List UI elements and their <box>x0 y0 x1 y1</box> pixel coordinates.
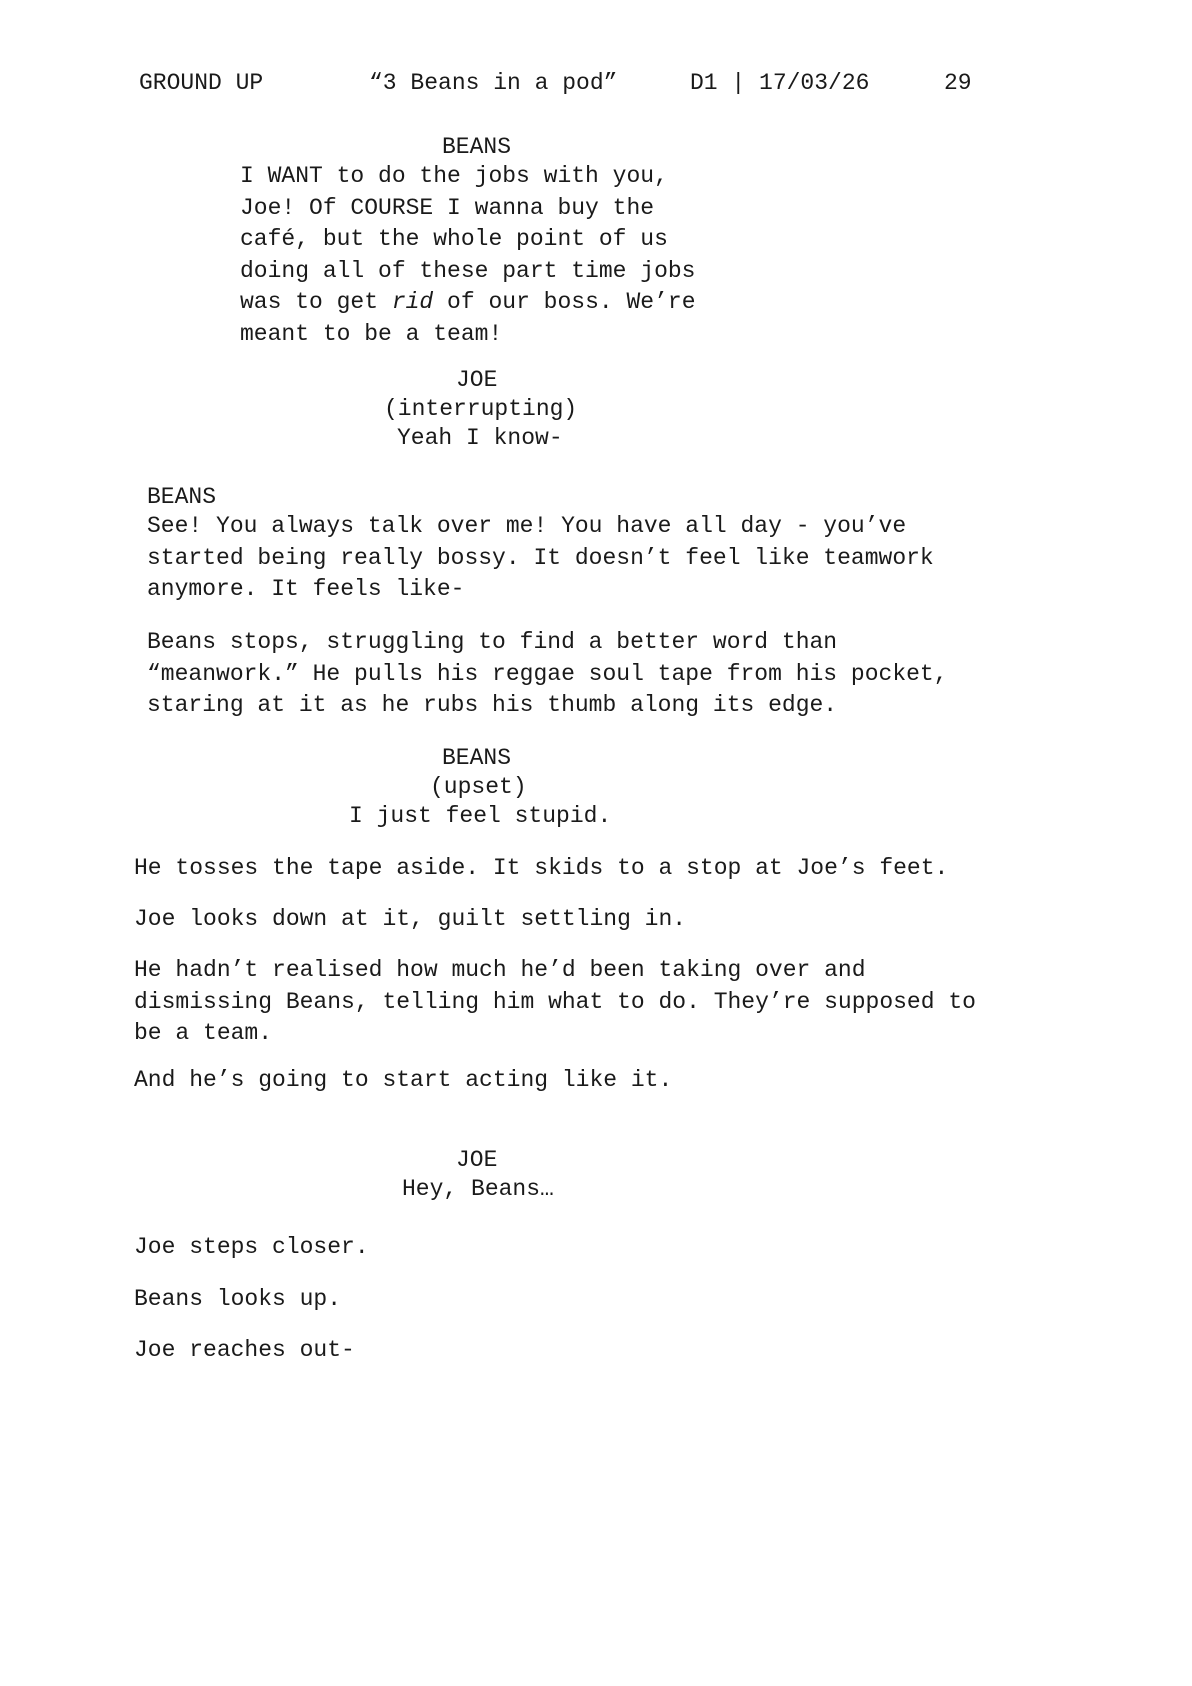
action: Beans looks up. <box>134 1286 342 1312</box>
dialogue-line <box>240 287 696 319</box>
dialogue-line: started being really bossy. It doesn’t feel like teamwork <box>147 544 934 571</box>
page-number: 29 <box>944 70 972 96</box>
dialogue <box>147 511 934 606</box>
page-header <box>0 68 1192 100</box>
show-title: GROUND UP <box>139 70 264 96</box>
action-line: dismissing Beans, telling him what to do. They’re supposed to <box>134 988 976 1015</box>
action: Joe steps closer. <box>134 1234 369 1260</box>
dialogue-line: meant to be a team! <box>240 320 503 347</box>
character-name: BEANS <box>442 134 512 160</box>
dialogue: Hey, Beans… <box>402 1176 554 1202</box>
parenthetical: (interrupting) <box>384 396 578 422</box>
action-line: “meanwork.” He pulls his reggae soul tape from his pocket, <box>147 660 948 687</box>
dialogue-text: of our boss. We’re <box>433 289 696 315</box>
action: He tosses the tape aside. It skids to a stop at Joe’s feet. <box>134 855 949 881</box>
character-name: JOE <box>456 367 498 393</box>
dialogue <box>240 161 696 350</box>
character-name: BEANS <box>147 484 217 510</box>
action: And he’s going to start acting like it. <box>134 1067 673 1093</box>
dialogue-text: was to get <box>240 289 392 315</box>
parenthetical: (upset) <box>430 774 527 800</box>
action-line: be a team. <box>134 1020 273 1046</box>
dialogue-line: I WANT to do the jobs with you, <box>240 163 668 189</box>
character-name: BEANS <box>442 745 512 771</box>
character-name: JOE <box>456 1147 498 1173</box>
emphasis-text: rid <box>391 289 434 315</box>
action-line: Beans stops, struggling to find a better word than <box>147 629 838 655</box>
action <box>134 955 976 1050</box>
dialogue-line: café, but the whole point of us <box>240 226 668 252</box>
action: Joe looks down at it, guilt settling in. <box>134 906 687 932</box>
dialogue-line: Joe! Of COURSE I wanna buy the <box>240 194 655 221</box>
action <box>147 627 948 722</box>
dialogue-line: anymore. It feels like- <box>147 576 465 602</box>
action-line: He hadn’t realised how much he’d been taking over and <box>134 957 866 983</box>
episode-title: “3 Beans in a pod” <box>369 70 618 96</box>
dialogue-line: See! You always talk over me! You have all day - you’ve <box>147 513 907 539</box>
dialogue: I just feel stupid. <box>349 803 612 829</box>
dialogue-line: doing all of these part time jobs <box>240 257 696 284</box>
action: Joe reaches out- <box>134 1337 355 1363</box>
dialogue: Yeah I know- <box>397 425 563 451</box>
action-line: staring at it as he rubs his thumb along its edge. <box>147 692 838 718</box>
draft-date: D1 | 17/03/26 <box>690 70 870 96</box>
